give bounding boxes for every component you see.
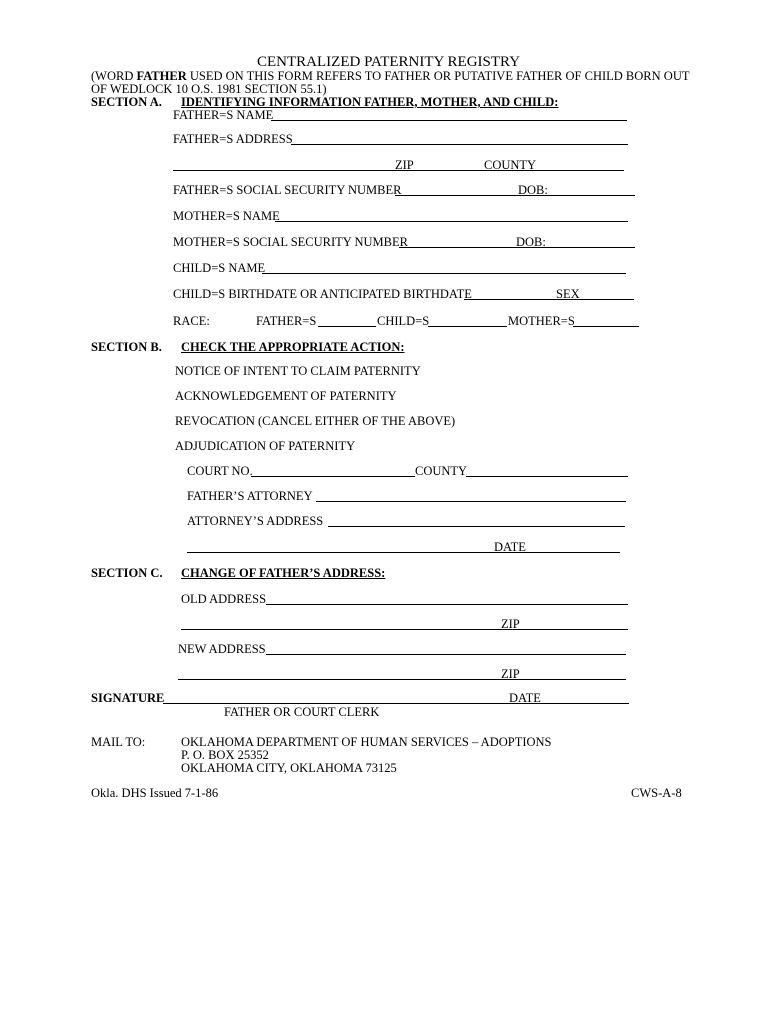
option-notice-of-intent[interactable]: NOTICE OF INTENT TO CLAIM PATERNITY — [175, 364, 421, 378]
new-zip-label: ZIP — [501, 667, 520, 681]
fathers-attorney-label: FATHER’S ATTORNEY — [187, 489, 313, 503]
attorneys-address-field[interactable] — [328, 526, 625, 527]
father-address-field[interactable] — [291, 144, 628, 145]
father-name-label: FATHER=S NAME — [173, 108, 274, 122]
note-bold-word: FATHER — [136, 69, 187, 83]
child-birthdate-field[interactable] — [464, 299, 634, 300]
county-label: COUNTY — [484, 158, 537, 172]
section-a-heading: IDENTIFYING INFORMATION FATHER, MOTHER, AND CHILD: — [181, 95, 559, 109]
form-note — [91, 70, 689, 83]
race-father-field[interactable] — [318, 326, 376, 327]
mother-name-label: MOTHER=S NAME — [173, 209, 280, 223]
court-county-field[interactable] — [466, 476, 628, 477]
race-child-label: CHILD=S — [377, 314, 430, 328]
note-prefix: (WORD — [91, 69, 137, 83]
mother-name-field[interactable] — [275, 221, 628, 222]
section-a-label: SECTION A. — [91, 95, 162, 109]
option-adjudication[interactable]: ADJUDICATION OF PATERNITY — [175, 439, 356, 453]
father-name-field[interactable] — [271, 120, 627, 121]
form-number: CWS-A-8 — [631, 786, 682, 800]
mail-to-line-2: P. O. BOX 25352 — [181, 748, 269, 762]
father-ssn-field[interactable] — [395, 195, 635, 196]
attorneys-address-line2-field[interactable] — [187, 552, 620, 553]
section-b-label: SECTION B. — [91, 340, 162, 354]
mother-ssn-label: MOTHER=S SOCIAL SECURITY NUMBER — [173, 235, 408, 249]
new-address-label: NEW ADDRESS — [178, 642, 266, 656]
section-b-heading: CHECK THE APPROPRIATE ACTION: — [181, 340, 405, 354]
fathers-attorney-field[interactable] — [316, 501, 626, 502]
court-no-field[interactable] — [251, 476, 415, 477]
form-title: CENTRALIZED PATERNITY REGISTRY — [257, 54, 521, 70]
new-address-line2-field[interactable] — [178, 679, 626, 680]
race-child-field[interactable] — [428, 326, 507, 327]
signature-caption: FATHER OR COURT CLERK — [224, 705, 380, 719]
section-c-label: SECTION C. — [91, 566, 163, 580]
old-zip-label: ZIP — [501, 617, 520, 631]
court-no-label: COURT NO. — [187, 464, 253, 478]
attorney-date-label: DATE — [494, 540, 526, 554]
signature-date-label: DATE — [509, 691, 541, 705]
note-rest: USED ON THIS FORM REFERS TO FATHER OR PUTATIVE FATHER OF CHILD BORN OUT — [186, 69, 690, 83]
option-acknowledgement[interactable]: ACKNOWLEDGEMENT OF PATERNITY — [175, 389, 397, 403]
signature-field[interactable] — [163, 703, 629, 704]
race-mother-field[interactable] — [573, 326, 639, 327]
child-name-label: CHILD=S NAME — [173, 261, 266, 275]
race-label: RACE: — [173, 314, 210, 328]
child-name-field[interactable] — [262, 273, 626, 274]
issued-date: Okla. DHS Issued 7-1-86 — [91, 786, 219, 800]
race-father-label: FATHER=S — [256, 314, 317, 328]
new-address-field[interactable] — [266, 654, 626, 655]
sex-label: SEX — [556, 287, 580, 301]
race-mother-label: MOTHER=S — [508, 314, 575, 328]
mail-to-label: MAIL TO: — [91, 735, 146, 749]
zip-label: ZIP — [395, 158, 414, 172]
old-address-field[interactable] — [266, 604, 628, 605]
court-county-label: COUNTY — [415, 464, 468, 478]
old-address-line2-field[interactable] — [181, 629, 628, 630]
child-birthdate-label: CHILD=S BIRTHDATE OR ANTICIPATED BIRTHDATE — [173, 287, 472, 301]
father-dob-label: DOB: — [518, 183, 548, 197]
section-c-heading: CHANGE OF FATHER’S ADDRESS: — [181, 566, 386, 580]
mail-to-line-3: OKLAHOMA CITY, OKLAHOMA 73125 — [181, 761, 397, 775]
form-note-line2: OF WEDLOCK 10 O.S. 1981 SECTION 55.1) — [91, 82, 327, 96]
signature-label: SIGNATURE — [91, 691, 165, 705]
father-address-label: FATHER=S ADDRESS — [173, 132, 293, 146]
mail-to-line-1: OKLAHOMA DEPARTMENT OF HUMAN SERVICES – ADOPTIONS — [181, 735, 552, 749]
option-revocation[interactable]: REVOCATION (CANCEL EITHER OF THE ABOVE) — [175, 414, 456, 428]
father-ssn-label: FATHER=S SOCIAL SECURITY NUMBER — [173, 183, 402, 197]
attorneys-address-label: ATTORNEY’S ADDRESS — [187, 514, 324, 528]
mother-dob-label: DOB: — [516, 235, 546, 249]
old-address-label: OLD ADDRESS — [181, 592, 267, 606]
